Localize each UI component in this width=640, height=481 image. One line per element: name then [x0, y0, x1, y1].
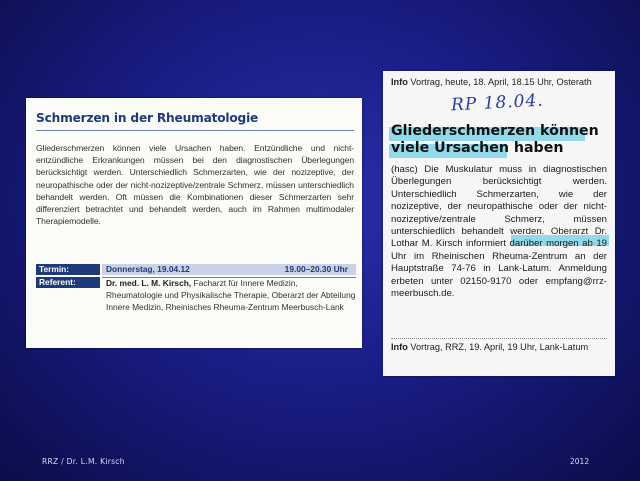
referent-label: Referent:	[36, 277, 100, 288]
card-body-text: Gliederschmerzen können viele Ursachen haben. Entzündliche und nicht-entzündliche Erkrankungen müssen bei den diagnostischen Überlegungen berücksichtigt werden. Unterschiedlich Schmerzarten, wie der nozizeptive, der neuropathische oder der nicht-nozizeptive/zentrale Schmerz, müssen unterschiedlich behandelt werden. Oft müssen die Kombinationen dieser Schmerzarten sehr differenziert betrachtet und behandelt werden, auch im Rahmen multimodaler Therapiemodelle.	[36, 143, 354, 227]
termin-band	[102, 264, 356, 275]
referent-name: Dr. med. L. M. Kirsch,	[106, 278, 192, 288]
info-top-text: Vortrag, heute, 18. April, 18.15 Uhr, Osterath	[407, 77, 592, 87]
termin-date: Donnerstag, 19.04.12	[106, 264, 190, 274]
footer-year: 2012	[570, 457, 590, 466]
article-divider	[391, 338, 607, 339]
info-top	[391, 77, 607, 89]
info-bottom-label: Info	[391, 342, 408, 352]
info-bottom	[391, 341, 607, 353]
article-body: (hasc) Die Muskulatur muss in diagnostischen Überlegungen berücksichtigt werden. Unterschiedlich Schmerzarten, wie der nozizeptive, der neuropathische oder der nicht-nozizeptive/zentrale Schmerz, müssen unterschiedlich behandelt werden. Oberarzt Dr. Lothar M. Kirsch informiert darüber morgen ab 19 Uhr im Rheinischen Rheuma-Zentrum an der Hauptstraße 74-76 in Lank-Latum. Anmeldung erbeten unter 02150-9170 oder empfang@rrz-meerbusch.de.	[391, 164, 607, 300]
event-card-left	[26, 98, 362, 348]
termin-time: 19.00–20.30 Uhr	[284, 264, 348, 274]
referent-description: Facharzt für Innere Medizin, Rheumatologie und Physikalische Therapie, Oberarzt der Abteilung Innere Medizin, Rheinisches Rheuma-Zentrum Meerbusch-Lank	[106, 278, 356, 312]
info-bottom-text: Vortrag, RRZ, 19. April, 19 Uhr, Lank-Latum	[407, 342, 589, 352]
referent-text	[106, 278, 356, 313]
newspaper-clipping	[383, 71, 615, 376]
article-headline: Gliederschmerzen können viele Ursachen haben	[391, 123, 599, 156]
footer-author: RRZ / Dr. L.M. Kirsch	[42, 457, 125, 466]
info-top-label: Info	[391, 77, 408, 87]
termin-label: Termin:	[36, 264, 100, 275]
handwritten-note: RP 18.04.	[450, 90, 545, 116]
card-heading: Schmerzen in der Rheumatologie	[36, 111, 354, 131]
